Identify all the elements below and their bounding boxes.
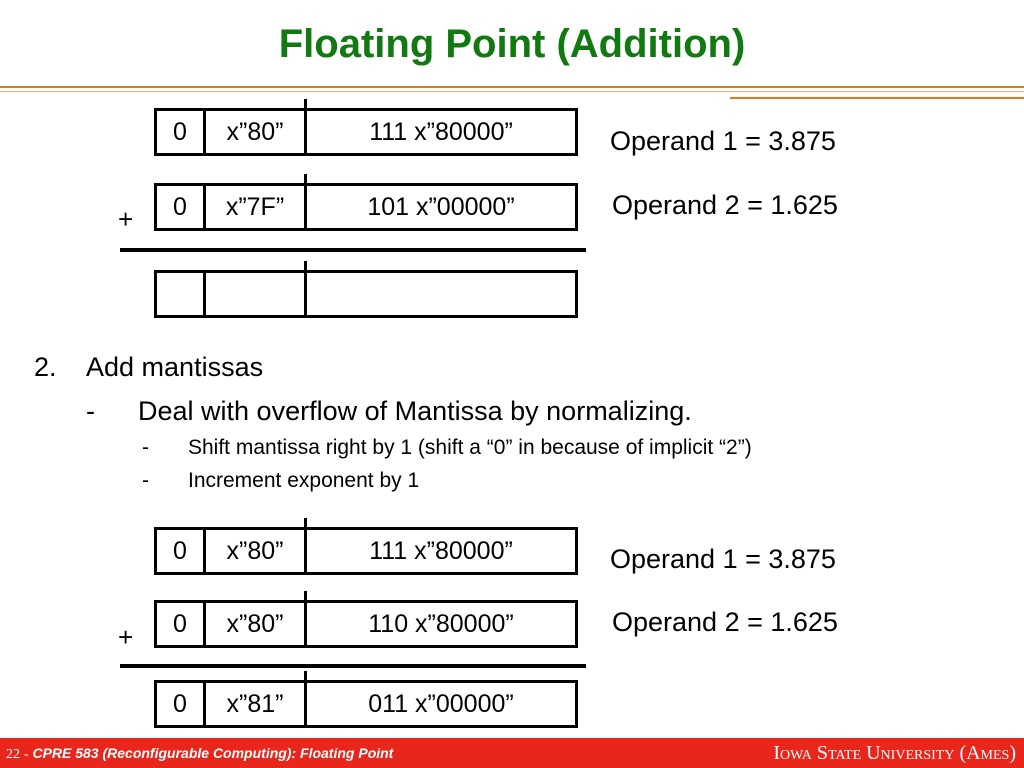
bottom-sum-line — [120, 664, 586, 668]
sign-field — [157, 273, 203, 315]
mantissa-field: 110 x”80000” — [368, 610, 514, 638]
detail-text-2: Increment exponent by 1 — [188, 469, 420, 492]
bottom-operand1-box — [154, 527, 578, 575]
step-number: 2. — [34, 352, 57, 382]
title-accent-line-2 — [0, 91, 1024, 92]
exponent-field: x”80” — [226, 118, 284, 146]
step-item — [34, 352, 57, 383]
mantissa-field: 101 x”00000” — [367, 193, 515, 221]
exponent-field: x”7F” — [225, 193, 285, 221]
top-operand1-label: Operand 1 = 3.875 — [610, 126, 836, 156]
sign-field: 0 — [173, 690, 187, 718]
exponent-field — [206, 273, 304, 315]
bottom-operand1-label: Operand 1 = 3.875 — [610, 544, 836, 574]
top-operand1-box — [154, 108, 578, 156]
mantissa-field — [307, 273, 575, 315]
top-operand2-box — [154, 183, 578, 231]
sign-field: 0 — [173, 610, 187, 638]
mantissa-field: 111 x”80000” — [369, 118, 513, 146]
footer-separator: - — [23, 747, 29, 762]
course-title: CPRE 583 (Reconfigurable Computing): Floating Point — [32, 745, 394, 761]
sub-bullet: - — [86, 396, 95, 426]
detail-bullet-1: - — [142, 436, 149, 459]
bottom-operand2-label: Operand 2 = 1.625 — [612, 607, 838, 637]
mantissa-field: 111 x”80000” — [369, 537, 513, 565]
top-sum-line — [120, 248, 586, 252]
footer-course-info — [6, 745, 393, 763]
top-operand2-label: Operand 2 = 1.625 — [612, 190, 838, 220]
step-text: Add mantissas — [86, 352, 264, 382]
slide-title: Floating Point (Addition) — [278, 22, 746, 66]
top-plus-sign: + — [118, 204, 134, 234]
bottom-result-box — [154, 680, 578, 728]
detail-bullet-2: - — [142, 469, 149, 492]
sign-field: 0 — [173, 118, 187, 146]
mantissa-field: 011 x”00000” — [368, 690, 514, 718]
top-result-box — [154, 270, 578, 318]
sign-field: 0 — [173, 537, 187, 565]
sign-field: 0 — [173, 193, 187, 221]
university-name: Iowa State University (Ames) — [773, 742, 1016, 764]
sub-bullet-text: Deal with overflow of Mantissa by normalizing. — [138, 396, 692, 426]
bottom-operand2-box — [154, 600, 578, 648]
title-accent-line-3 — [730, 97, 1024, 99]
footer-bar — [0, 738, 1024, 768]
bottom-plus-sign: + — [118, 622, 134, 652]
page-number: 22 — [6, 747, 20, 762]
exponent-field: x”80” — [226, 537, 284, 565]
detail-text-1: Shift mantissa right by 1 (shift a “0” in because of implicit “2”) — [188, 436, 752, 459]
title-accent-line-1 — [0, 86, 1024, 88]
exponent-field: x”81” — [226, 690, 284, 718]
exponent-field: x”80” — [226, 610, 284, 638]
